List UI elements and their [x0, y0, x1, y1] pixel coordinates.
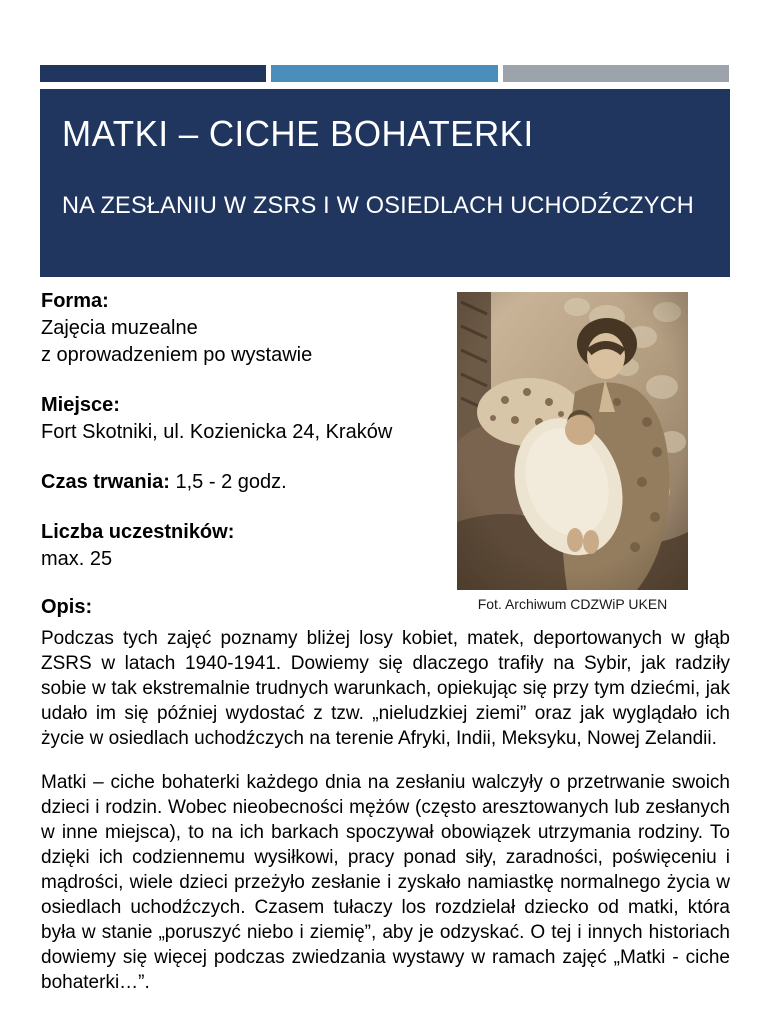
decorative-bar-gray [503, 65, 729, 82]
forma-line-1: Zajęcia muzealne [41, 317, 198, 339]
photo-caption: Fot. Archiwum CDZWiP UKEN [477, 596, 668, 612]
decorative-bar-blue [271, 65, 497, 82]
opis-paragraph-1: Podczas tych zajęć poznamy bliżej losy kobiet, matek, deportowanych w głąb ZSRS w latach 1940-1941. Dowiemy się dlaczego trafiły na Sybir, jak radziły sobie w tak ekstremalnie trudnych warunkach, opiekując się przy tym dziećmi, jak udało im się później wydostać z tzw. „nieludzkiej ziemi” oraz jak wyglądało ich życie w osiedlach uchodźczych na terenie Afryki, Indii, Meksyku, Nowej Zelandii. [41, 628, 730, 749]
opis-paragraph-2: Matki – ciche bohaterki każdego dnia na zesłaniu walczyły o przetrwanie swoich dzieci i rodzin. Wobec nieobecności mężów (często aresztowanych lub zesłanych w inne miejsca), to na ich barkach spoczywał obowiązek utrzymania rodziny. To dzięki ich codziennemu wysiłkowi, pracy ponad siły, zaradności, poświęceniu i mądrości, wiele dzieci przeżyło zesłanie i zyskało namiastkę normalnego życia w osiedlach uchodźczych. Czasem tułaczy los rozdzielał dziecko od matki, która była w stanie „poruszyć niebo i ziemię”, aby je odzyskać. O tej i innych historiach dowiemy się więcej podczas zwiedzania wystawy w ramach zajęć „Matki - ciche bohaterki…”. [41, 772, 730, 993]
opis-label: Opis: [41, 596, 93, 618]
decorative-bar-row [40, 65, 729, 82]
forma-line-2: z oprowadzeniem po wystawie [41, 344, 313, 366]
liczba-value: max. 25 [41, 548, 113, 570]
forma-label: Forma: [41, 290, 109, 312]
photo-figure [457, 292, 688, 612]
historic-photo-mother-and-baby [457, 292, 688, 590]
czas-label: Czas trwania: [41, 471, 170, 493]
info-column [41, 288, 441, 596]
liczba-label: Liczba uczestników: [41, 521, 235, 543]
miejsce-label: Miejsce: [41, 394, 120, 416]
title-block [40, 89, 730, 277]
info-group-miejsce [41, 392, 441, 446]
info-group-czas [41, 469, 441, 496]
decorative-bar-navy [40, 65, 266, 82]
description-section [41, 594, 730, 1014]
info-group-liczba [41, 519, 441, 573]
page-subtitle: NA ZESŁANIU W ZSRS I W OSIEDLACH UCHODŹCZYCH [62, 192, 694, 219]
info-group-forma [41, 288, 441, 369]
page-title: MATKI – CICHE BOHATERKI [62, 113, 534, 154]
miejsce-value: Fort Skotniki, ul. Kozienicka 24, Kraków [41, 421, 393, 443]
czas-value: 1,5 - 2 godz. [169, 471, 287, 493]
